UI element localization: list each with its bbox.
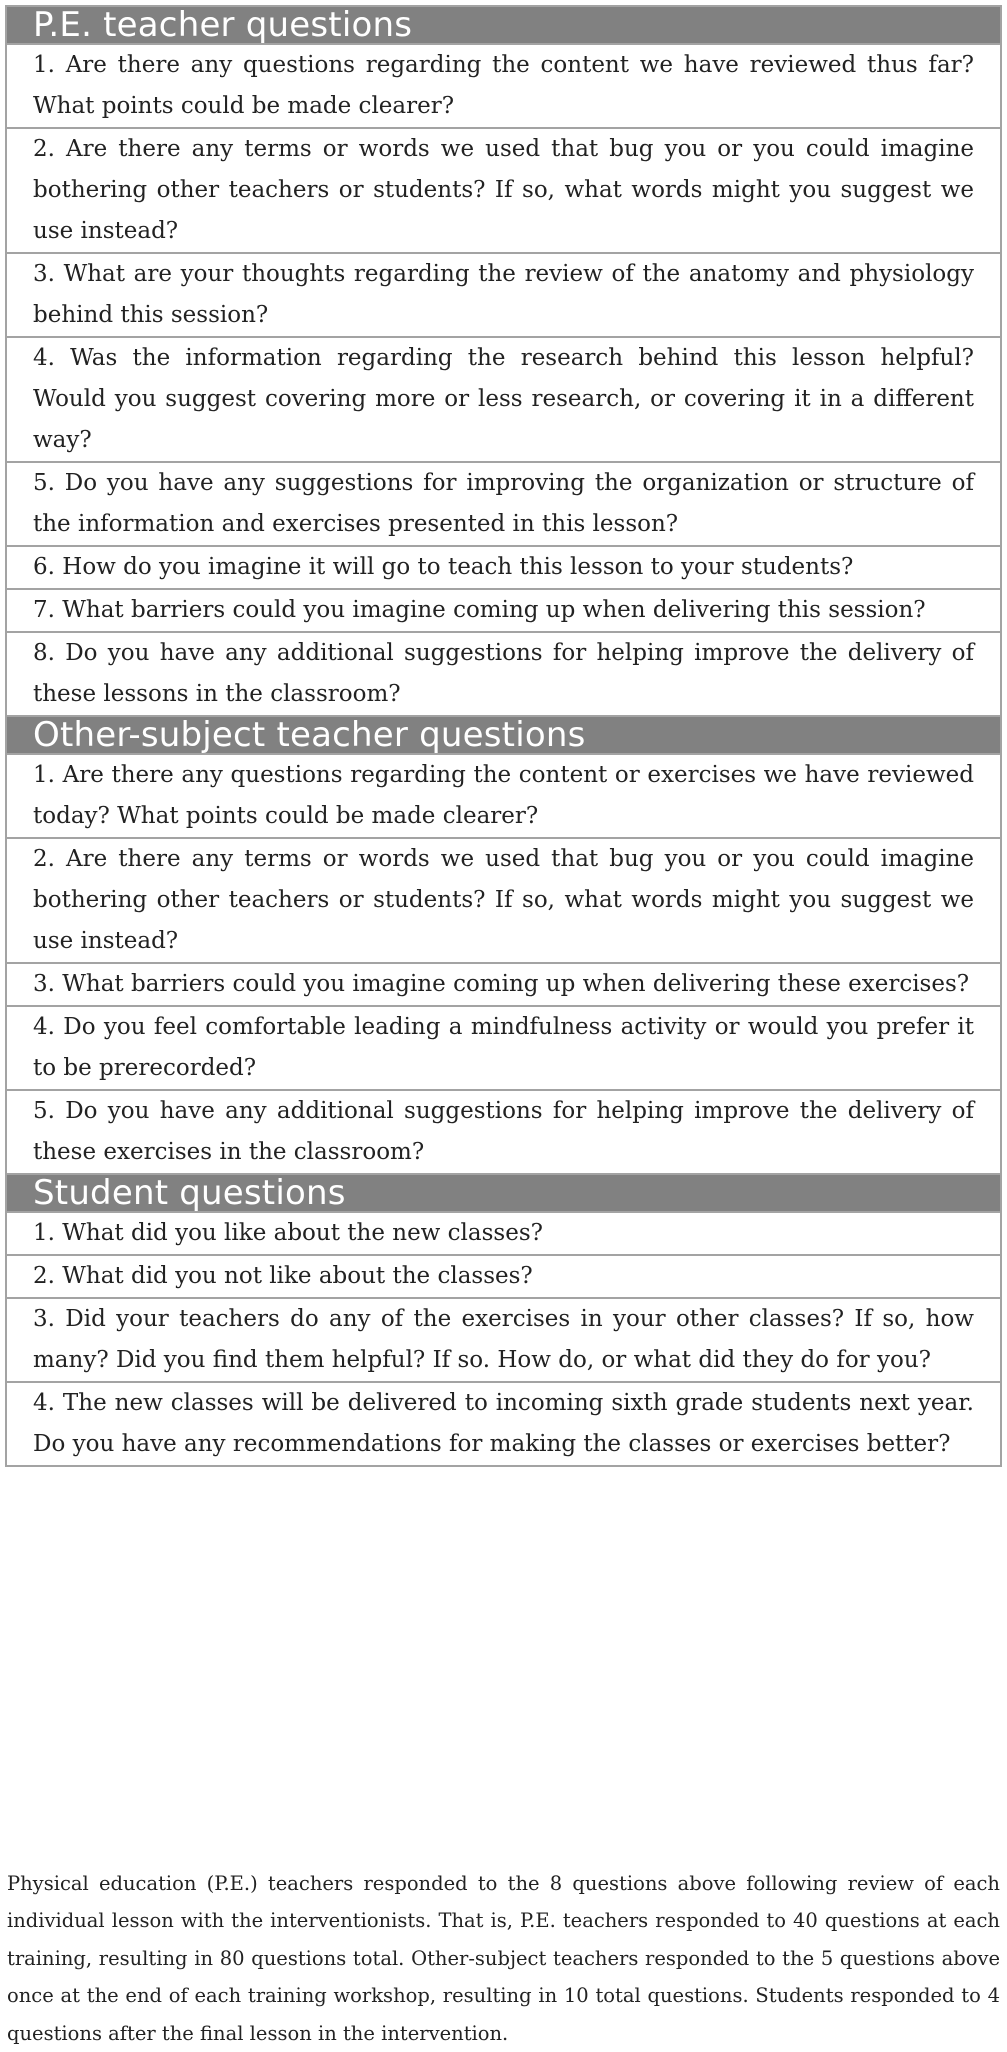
table-row — [6, 337, 1001, 462]
table-row — [6, 1298, 1001, 1382]
table-row — [6, 1006, 1001, 1090]
question-cell: 7. What barriers could you imagine coming up when delivering this session? — [6, 589, 1001, 632]
section-header-row — [6, 1174, 1001, 1212]
question-cell: 3. What barriers could you imagine coming up when delivering these exercises? — [6, 963, 1001, 1006]
table-row — [6, 1212, 1001, 1255]
table-row — [6, 632, 1001, 716]
section-header-row — [6, 716, 1001, 754]
table-row — [6, 1382, 1001, 1466]
table-row — [6, 1090, 1001, 1174]
table-row — [6, 963, 1001, 1006]
table-row — [6, 128, 1001, 253]
question-cell: 1. Are there any questions regarding the content or exercises we have reviewed today? What points could be made clearer? — [6, 754, 1001, 838]
questions-table — [5, 5, 1002, 1467]
question-cell: 4. Was the information regarding the research behind this lesson helpful? Would you suggest covering more or less research, or covering it in a different way? — [6, 337, 1001, 462]
question-cell: 5. Do you have any suggestions for improving the organization or structure of the information and exercises presented in this lesson? — [6, 462, 1001, 546]
section-title-other-subject-teacher: Other-subject teacher questions — [6, 716, 1001, 754]
section-title-pe-teacher: P.E. teacher questions — [6, 6, 1001, 44]
question-cell: 5. Do you have any additional suggestions for helping improve the delivery of these exercises in the classroom? — [6, 1090, 1001, 1174]
question-cell: 1. What did you like about the new classes? — [6, 1212, 1001, 1255]
table-row — [6, 838, 1001, 963]
question-cell: 8. Do you have any additional suggestions for helping improve the delivery of these lessons in the classroom? — [6, 632, 1001, 716]
table-row — [6, 462, 1001, 546]
section-title-student: Student questions — [6, 1174, 1001, 1212]
table-row — [6, 546, 1001, 589]
question-cell: 6. How do you imagine it will go to teach this lesson to your students? — [6, 546, 1001, 589]
question-cell: 2. Are there any terms or words we used that bug you or you could imagine bothering other teachers or students? If so, what words might you suggest we use instead? — [6, 838, 1001, 963]
question-cell: 4. The new classes will be delivered to incoming sixth grade students next year. Do you have any recommendations for making the classes or exercises better? — [6, 1382, 1001, 1466]
question-cell: 2. Are there any terms or words we used that bug you or you could imagine bothering other teachers or students? If so, what words might you suggest we use instead? — [6, 128, 1001, 253]
question-cell: 1. Are there any questions regarding the content we have reviewed thus far? What points could be made clearer? — [6, 44, 1001, 128]
question-cell: 3. Did your teachers do any of the exercises in your other classes? If so, how many? Did you find them helpful? If so. How do, or what did they do for you? — [6, 1298, 1001, 1382]
table-row — [6, 44, 1001, 128]
questions-table-container — [5, 5, 1002, 1467]
table-row — [6, 589, 1001, 632]
question-cell: 4. Do you feel comfortable leading a mindfulness activity or would you prefer it to be prerecorded? — [6, 1006, 1001, 1090]
table-row — [6, 1255, 1001, 1298]
question-cell: 3. What are your thoughts regarding the review of the anatomy and physiology behind this session? — [6, 253, 1001, 337]
question-cell: 2. What did you not like about the classes? — [6, 1255, 1001, 1298]
table-row — [6, 754, 1001, 838]
section-header-row — [6, 6, 1001, 44]
table-row — [6, 253, 1001, 337]
table-footnote: Physical education (P.E.) teachers responded to the 8 questions above following review of each individual lesson with the interventionists. That is, P.E. teachers responded to 40 questions at each training, resulting in 80 questions total. Other-subject teachers responded to the 5 questions above once at the end of each training workshop, resulting in 10 total questions. Students responded to 4 questions after the final lesson in the intervention. — [7, 1865, 1000, 2052]
